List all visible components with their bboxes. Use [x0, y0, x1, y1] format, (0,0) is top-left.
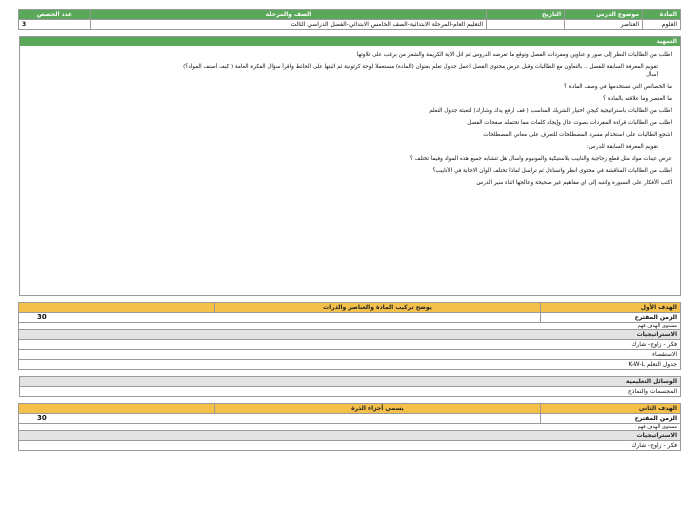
goal2-strategies-label: الاستراتيجيات: [19, 431, 681, 441]
header-col-grade: الصف والمرحلة: [91, 10, 487, 20]
goal2-time-label: الزمن المقترح: [541, 414, 681, 424]
goal1-strategy: فكر - زاوج- شارك: [19, 340, 681, 350]
goal1-strategy: الاستقصاء: [19, 350, 681, 360]
intro-line: اطلب من الطالبات المناقشة في محتوى انظر واتساءل ثم تراسل لماذا تختلف الوان الاجابة في الأنابيب؟: [432, 168, 672, 174]
goal1-table: [18, 302, 681, 370]
date-value: [487, 20, 565, 30]
goal2-strategy: فكر - زاوج- شارك: [19, 441, 681, 451]
intro-line: اطلب من الطالبات قراءة المفردات بصوت عال وإيجاد كلمات مما تحتمله صفحات الفصل: [467, 120, 672, 126]
header-col-sessions: عدد الحصص: [19, 10, 91, 20]
header-col-subject: المادة: [643, 10, 681, 20]
lesson-plan-page: [19, 9, 681, 451]
goal1-level: مستوى الهدف فهم: [19, 323, 681, 330]
intro-bullets: [28, 143, 672, 151]
intro-line: اكتب الأفكار على السبورة وانتبه إلى اي مفاهيم غير صحيحة وعالجها اثناء سير الدرس: [476, 180, 672, 186]
lesson-value: العناصر: [565, 20, 643, 30]
subject-value: العلوم: [643, 20, 681, 30]
intro-line: ما الخصائص التي تستخدمها في وصف المادة ؟: [564, 84, 672, 90]
goal2-text: يسمي أجزاء الذرة: [215, 404, 541, 414]
goal1-text: يوضح تركيب المادة والعناصر والذرات: [215, 303, 541, 313]
aids-value: المجسمات والنماذج: [20, 387, 681, 397]
goal2-label: الهدف الثاني: [541, 404, 681, 414]
intro-section: [19, 36, 681, 296]
goal2-table: [18, 403, 681, 451]
intro-bullets: [28, 63, 672, 79]
goal2-time-value: 30: [19, 414, 541, 424]
intro-bullet: • تقويم المعرفة السابقة للفصل .. بالتعاون مع الطالبات وقبل عرض محتوى الفصل اعمل جدول تعلم بعنوان (المادة) مستعملا لوحة كرتونية ثم اثبتها على الحائط واقرأ سؤال الفكرة العامة ( كيف أصنف المواد؟): [28, 63, 658, 71]
intro-line: ما العنصر وما علاقته بالمادة ؟: [603, 96, 672, 102]
goal2-level: مستوى الهدف فهم: [19, 424, 681, 431]
goal1-time-value: 30: [19, 313, 541, 323]
header-col-date: التاريخ: [487, 10, 565, 20]
intro-title: التمهيد: [20, 37, 680, 46]
goal1-label: الهدف الأول: [541, 303, 681, 313]
grade-value: التعليم العام-المرحلة الابتدائية-الصف الخامس الابتدائي-الفصل الدراسي الثالث: [91, 20, 487, 30]
header-table: [18, 9, 681, 30]
goal2-spacer: [19, 404, 215, 414]
header-col-lesson: موضوع الدرس: [565, 10, 643, 20]
intro-line: اشجع الطالبات على استخدام مسرد المصطلحات للتعرف على معاني المصطلحات: [483, 132, 672, 138]
intro-line: اطلب من الطالبات النظر إلى صور و عناوين ومفردات الفصل وتوقع ما تعرضه الدروس ثم اتل الاية الكريمة والشعر من برغب على تلاوتها: [356, 52, 672, 58]
intro-bullet: • أسأل: [28, 71, 658, 79]
aids-label: الوسائل التعليمية: [20, 377, 681, 387]
intro-line: عرض عينات مواد مثل قطع زجاجية والنابيب بلاستيكية والمونيوم واسأل هل تتشابه جميع هذه المواد وفيما تختلف ؟: [409, 156, 672, 162]
intro-bullet: • تقويم المعرفة السابقة للدرس:: [28, 143, 658, 151]
goal1-time-label: الزمن المقترح: [541, 313, 681, 323]
goal1-strategy: جدول التعلم K-W-L: [19, 360, 681, 370]
intro-body: [20, 46, 680, 295]
aids-table: [19, 376, 681, 397]
goal1-strategies-label: الاستراتيجيات: [19, 330, 681, 340]
goal1-spacer: [19, 303, 215, 313]
sessions-value: 3: [19, 20, 91, 30]
intro-line: اطلب من الطالبات باستراتيجية كيجن اختيار الشريك المناسب ( قف ارفع يدك وشارك) لتعبئة جدول التعلم: [429, 108, 672, 114]
